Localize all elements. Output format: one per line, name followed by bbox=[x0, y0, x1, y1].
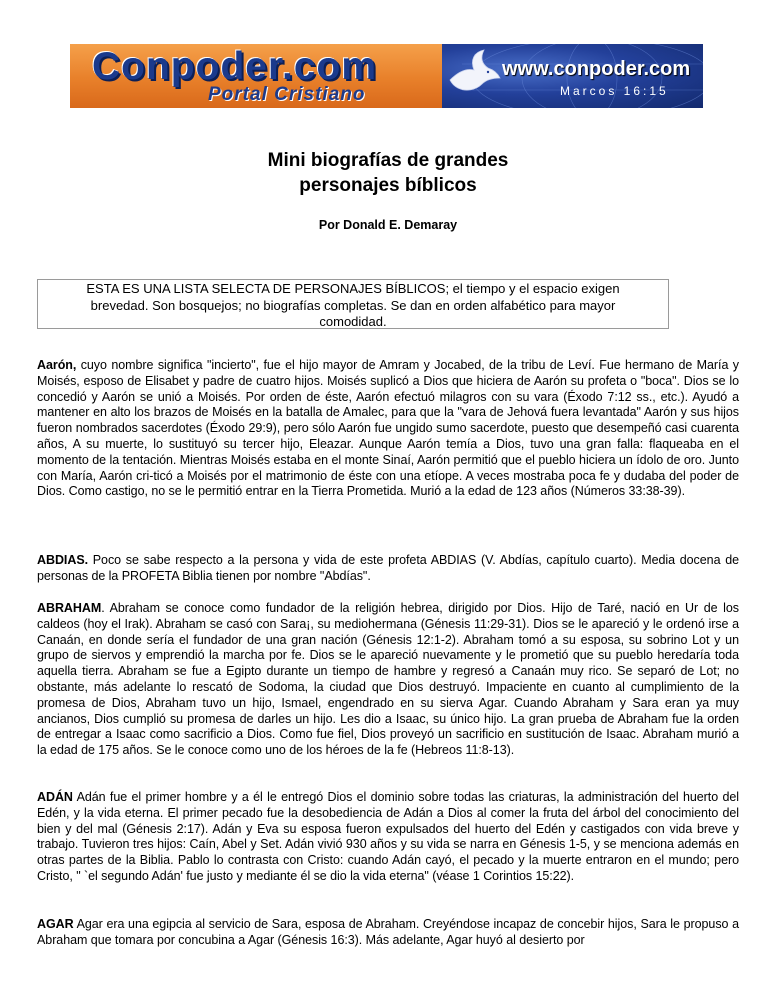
entry-name: ABDIAS. bbox=[37, 553, 89, 567]
entry-name: ADÁN bbox=[37, 790, 73, 804]
entry-text: Adán fue el primer hombre y a él le entregó Dios el dominio sobre todas las criaturas, la administración del huerto del Edén, y la vida eterna. El primer pecado fue la desobediencia de Adán a Dios al comer la fruta del árbol del conocimiento del bien y del mal (Génesis 2:17). Adán y Eva su esposa fueron expulsados del huerto del Edén y castigados con vida breve y trabajo. Tuvieron tres hijos: Caín, Abel y Set. Adán vivió 930 años y su vida se narra en Génesis 1-5, y se menciona además en otras partes de la Biblia. Pablo lo contrasta con Cristo: cuando Adán cayó, el pecado y la muerte entraron en el mundo; pero Cristo, " `el segundo Adán' fue justo y mediante él se dio la vida eterna" (véase 1 Corintios 15:22). bbox=[37, 790, 739, 883]
dove-icon bbox=[444, 46, 502, 104]
banner-globe-panel bbox=[442, 44, 703, 108]
entry-adan bbox=[37, 790, 739, 885]
site-url: www.conpoder.com bbox=[502, 58, 691, 80]
entry-text: cuyo nombre significa "incierto", fue el hijo mayor de Amram y Jocabed, de la tribu de Leví. Fue hermano de María y Moisés, esposo de Elisabet y padre de cuatro hijos. Moisés suplicó a Dios que hiciera de Aarón su profeta o "boca". Dios se lo concedió y Aarón se unió a Moisés. Por orden de éste, Aarón efectuó milagros con su vara (Éxodo 7:12 ss., etc.). Ayudó a mantener en alto los brazos de Moisés en la batalla de Amalec, para que la "vara de Jehová fuera levantada" Aarón y sus hijos fueron nombrados sacerdotes (Éxodo 29:9), pero sólo Aarón fue ungido sumo sacerdote, puesto que desempeñó casi cuarenta años, A su muerte, lo sustituyó su tercer hijo, Eleazar. Aunque Aarón temía a Dios, tuvo una gran falla: flaqueaba en el momento de la tentación. Mientras Moisés estaba en el monte Sinaí, Aarón permitió que el pueblo hiciera un ídolo de oro. Junto con María, Aarón cri-ticó a Moisés por el matrimonio de éste con una etíope. A veces mostraba poca fe y dudaba del poder de Dios. Como castigo, no se le permitió entrar en la Tierra Prometida. Murió a la edad de 123 años (Números 33:38-39). bbox=[37, 358, 739, 499]
banner bbox=[70, 44, 703, 108]
entry-name: AGAR bbox=[37, 917, 74, 931]
title-line-2: personajes bíblicos bbox=[299, 175, 477, 196]
page-title bbox=[0, 148, 768, 198]
author-line: Por Donald E. Demaray bbox=[318, 218, 458, 232]
intro-box: ESTA ES UNA LISTA SELECTA DE PERSONAJES BÍBLICOS; el tiempo y el espacio exigen brevedad. Son bosquejos; no biografías completas. Se dan en orden alfabético para mayor comodidad. bbox=[37, 279, 669, 329]
entry-agar bbox=[37, 917, 739, 949]
bible-verse: Marcos 16:15 bbox=[560, 84, 669, 98]
entry-abdias bbox=[37, 553, 739, 585]
site-logo: Conpoder.com bbox=[92, 45, 378, 88]
entry-text: Agar era una egipcia al servicio de Sara, esposa de Abraham. Creyéndose incapaz de concebir hijos, Sara le propuso a Abraham que tomara por concubina a Agar (Génesis 16:3). Más adelante, Agar huyó al desierto por bbox=[37, 917, 739, 947]
entry-text: . Abraham se conoce como fundador de la religión hebrea, dirigido por Dios. Hijo de Taré, nació en Ur de los caldeos (hoy el Irak). Abraham se casó con Sara¡, su mediohermana (Génesis 11:29-31). Dios se le apareció y le ordenó irse a Canaán, en donde sería el fundador de una gran nación (Génesis 12:1-2). Abraham tomó a su esposa, su sobrino Lot y un grupo de siervos y emprendió la marcha por fe. Dios se le apareció nuevamente y le prometió que su pueblo heredaría toda aquella tierra. Abraham se fue a Egipto durante un tiempo de hambre y regresó a Canaán muy rico. Se separó de Lot; no obstante, más adelante lo rescató de Sodoma, la ciudad que Dios destruyó. Impaciente en cuanto al cumplimiento de la promesa de Dios, Abraham tuvo un hijo, Ismael, engendrado en su sierva Agar. Cuando Abraham y Sara eran ya muy ancianos, Dios cumplió su promesa de darles un hijo. Les dio a Isaac, su único hijo. La gran prueba de Abraham fue la orden de entregar a Isaac como sacrificio a Dios. Como fue fiel, Dios proveyó un sacrificio en sustitución de Isaac. Abraham murió a la edad de 175 años. Se le conoce como uno de los héroes de la fe (Hebreos 11:8-13). bbox=[37, 601, 739, 758]
entry-abraham bbox=[37, 601, 739, 759]
entry-name: ABRAHAM bbox=[37, 601, 102, 615]
banner-logo-panel bbox=[70, 44, 442, 108]
entry-aaron bbox=[37, 358, 739, 500]
entry-name: Aarón, bbox=[37, 358, 77, 372]
entry-text: Poco se sabe respecto a la persona y vida de este profeta ABDIAS (V. Abdías, capítulo cuarto). Media docena de personas de la PROFETA Biblia tienen por nombre "Abdías". bbox=[37, 553, 739, 583]
title-line-1: Mini biografías de grandes bbox=[267, 150, 509, 171]
site-subtitle: Portal Cristiano bbox=[208, 84, 366, 105]
